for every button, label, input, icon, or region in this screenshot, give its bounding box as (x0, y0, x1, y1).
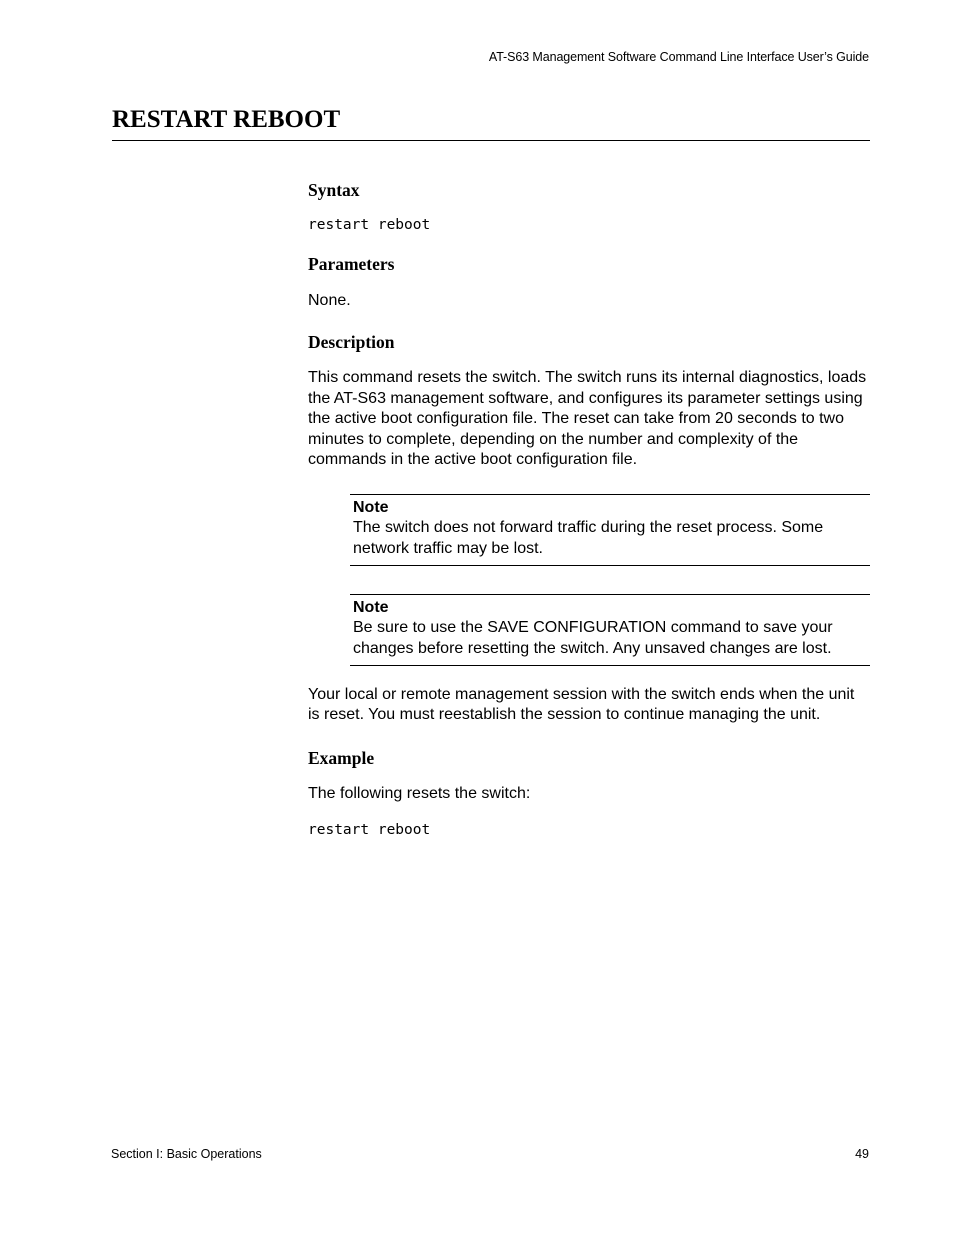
title-rule (112, 140, 870, 141)
note-label: Note (353, 599, 389, 617)
page-title: RESTART REBOOT (112, 106, 341, 133)
content (308, 178, 870, 840)
page-number: 49 (855, 1147, 869, 1161)
note-text: Be sure to use the SAVE CONFIGURATION command to save your changes before resetting the switch. Any unsaved changes are lost. (353, 619, 833, 657)
parameters-text: None. (308, 292, 351, 309)
parameters-heading: Parameters (308, 254, 395, 274)
example-code: restart reboot (308, 822, 431, 839)
example-text: The following resets the switch: (308, 784, 531, 802)
note-label: Note (353, 499, 389, 517)
session-paragraph: Your local or remote management session with the switch ends when the unit is reset. You must reestablish the session to continue managing the unit. (308, 686, 855, 724)
note-text: The switch does not forward traffic during the reset process. Some network traffic may be lost. (353, 519, 824, 557)
footer-section: Section I: Basic Operations (111, 1147, 262, 1161)
note-box (350, 594, 870, 666)
note-box (350, 494, 870, 566)
syntax-code: restart reboot (308, 217, 431, 233)
example-heading: Example (308, 747, 375, 768)
running-header: AT-S63 Management Software Command Line Interface User’s Guide (488, 50, 869, 64)
description-paragraph: This command resets the switch. The switch runs its internal diagnostics, loads the AT-S63 management software, and configures its parameter settings using the active boot configuration file. The reset can take from 20 seconds to two minutes to complete, depending on the number and complexity of the commands in the active boot configuration file. (308, 369, 867, 469)
syntax-heading: Syntax (308, 180, 360, 200)
description-heading: Description (308, 332, 395, 353)
